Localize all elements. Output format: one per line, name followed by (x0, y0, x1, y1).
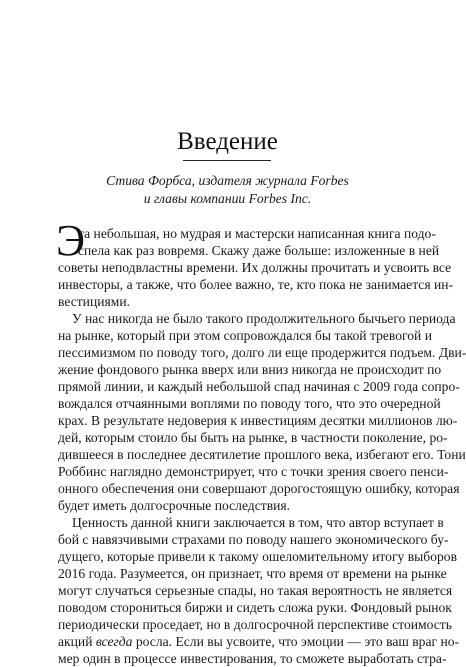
text-run: акций (58, 634, 96, 649)
paragraph (58, 310, 466, 514)
text-line: крах. В результате недоверия к инвестициям десятки миллионов лю- (58, 413, 458, 428)
text-line: У нас никогда не было такого продолжительного бычьего периода (72, 311, 456, 326)
title-divider (183, 160, 271, 161)
paragraph (58, 514, 460, 667)
text-line-mixed (58, 633, 460, 650)
text-line: та небольшая, но мудрая и мастерски написанная книга подо- (78, 226, 436, 241)
text-line: советы неподвластны времени. Их должны прочитать и усвоить все (58, 260, 452, 275)
text-line: пессимизмом по поводу того, долго ли еще продержится подъем. Дви- (58, 345, 466, 360)
text-line: Роббинс наглядно демонстрирует, что с точки зрения своего пенси- (58, 464, 449, 479)
text-line: вестициями. (58, 294, 131, 309)
text-line: могут случаться серьезные спады, но такая вероятность не является (58, 583, 453, 598)
text-line: на рынке, который при этом сопровождался бы такой тревогой и (58, 328, 433, 343)
text-line: инвесторы, а также, что более важно, те, кто пока не занимается ин- (58, 277, 454, 292)
paragraph (58, 225, 454, 310)
text-line: дившееся в последнее десятилетие прошлого века, избегают его. Тони (58, 447, 466, 462)
text-line: будет иметь долгосрочные последствия. (58, 498, 291, 513)
emphasis: всегда (95, 634, 133, 649)
text-line: 2016 года. Разумеется, он признает, что время от времени на рынке (58, 566, 447, 581)
text-line: дущего, которые привели к такому ошеломительному итогу выборов (58, 549, 458, 564)
drop-cap: Э (56, 216, 86, 265)
chapter-subtitle (60, 172, 395, 208)
text-line: прямой линии, и каждый небольшой спад начиная с 2009 года сопро- (58, 379, 460, 394)
text-line: онного обеспечения они совершают дорогостоящую ошибку, которая (58, 481, 460, 496)
text-line: вождался отчаянными воплями по поводу того, что это очередной (58, 396, 441, 411)
text-line: бой с навязчивыми страхами по поводу нашего экономического бу- (58, 532, 449, 547)
chapter-title: Введение (177, 128, 278, 155)
text-line: жение фондового рынка вверх или вниз никогда не происходит по (58, 362, 442, 377)
text-line: мер один в процессе инвестирования, то сможете выработать стра- (58, 651, 447, 666)
text-line: периодически проседает, но в долгосрочной перспективе стоимость (58, 617, 452, 632)
text-line: поводом сторониться биржи и сидеть сложа руки. Фондовый рынок (58, 600, 452, 615)
text-line: спела как раз вовремя. Скажу даже больше: изложенные в ней (78, 243, 440, 258)
text-line: дей, которым стоило бы быть на рынке, в частности поколение, ро- (58, 430, 448, 445)
subtitle-line: и главы компании Forbes Inc. (143, 191, 312, 206)
text-run: росла. Если вы усвоите, что эмоции — это ваш враг но- (132, 634, 460, 649)
text-line: Ценность данной книги заключается в том, что автор вступает в (72, 515, 444, 530)
subtitle-line: Стива Форбса, издателя журнала Forbes (106, 173, 349, 188)
body-text (58, 225, 466, 667)
